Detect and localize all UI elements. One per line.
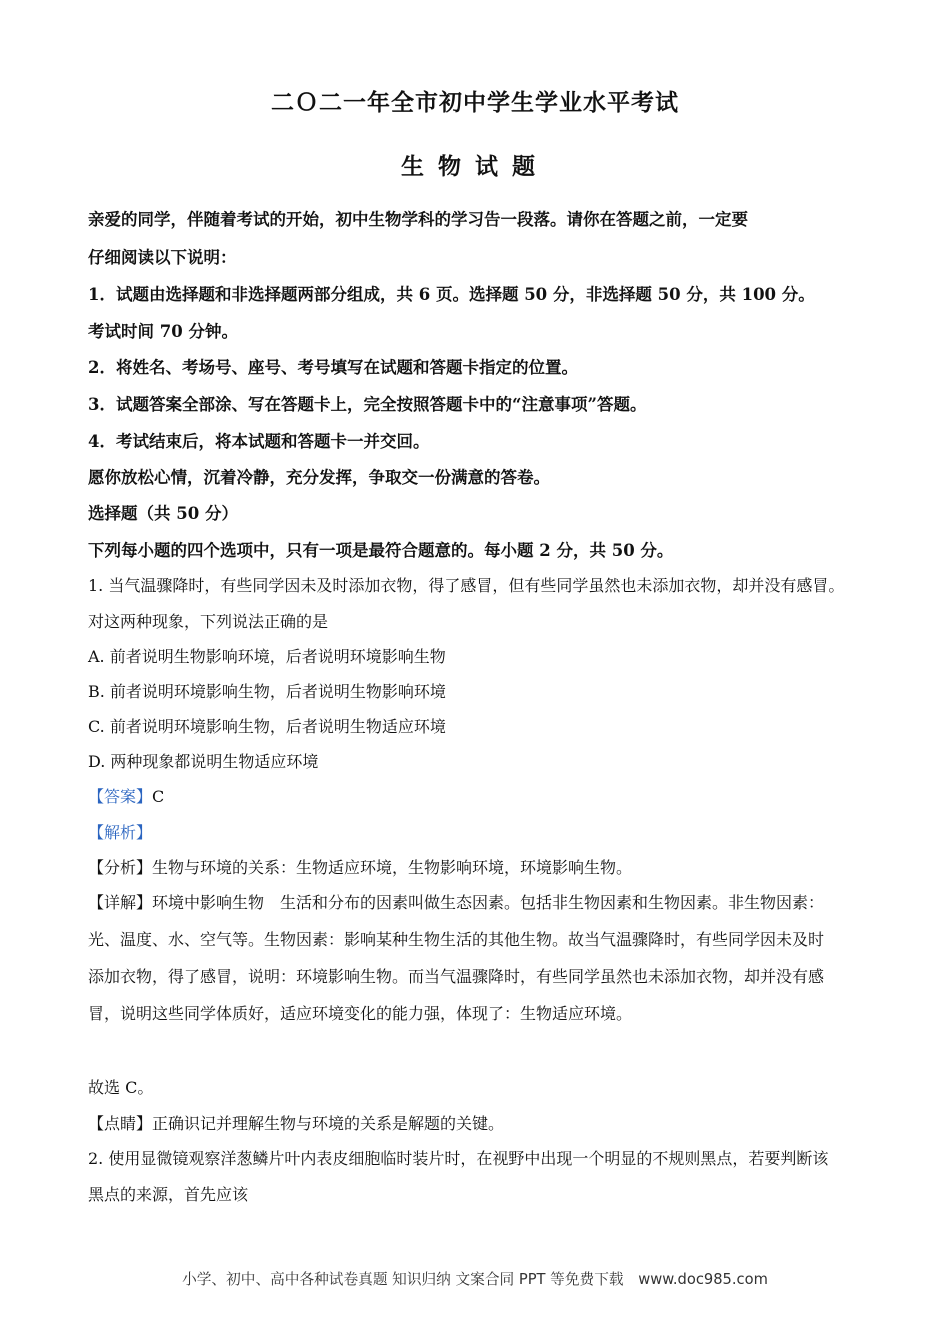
q1-option-d: D. 两种现象都说明生物适应环境 <box>88 752 319 771</box>
analysis-label: 【解析】 <box>88 823 153 842</box>
fenxi-label: 【分析】 <box>88 858 153 877</box>
q1-detail-line-2: 光、温度、水、空气等。生物因素：影响某种生物生活的其他生物。故当气温骤降时，有些同学因未及时 <box>88 930 825 949</box>
exam-title: 二Ｏ二一年全市初中学生学业水平考试 <box>271 89 679 116</box>
q2-stem-line-2: 黑点的来源，首先应该 <box>88 1185 249 1204</box>
q1-stem-line-1: 1. 当气温骤降时，有些同学因未及时添加衣物，得了感冒，但有些同学虽然也未添加衣物，却并没有感冒。 <box>88 576 845 595</box>
q1-option-c: C. 前者说明环境影响生物，后者说明生物适应环境 <box>88 717 446 736</box>
q1-answer <box>88 784 164 807</box>
answer-value: C <box>152 787 165 806</box>
wish-line: 愿你放松心情，沉着冷静，充分发挥，争取交一份满意的答卷。 <box>88 468 550 487</box>
instruction-item-4: 4．考试结束后，将本试题和答题卡一并交回。 <box>88 432 430 451</box>
dianjing-text: 正确识记并理解生物与环境的关系是解题的关键。 <box>152 1114 505 1133</box>
instruction-item-2: 2．将姓名、考场号、座号、考号填写在试题和答题卡指定的位置。 <box>88 358 578 377</box>
section-heading: 选择题（共 50 分） <box>88 504 238 523</box>
fenxi-text: 生物与环境的关系：生物适应环境，生物影响环境，环境影响生物。 <box>152 858 633 877</box>
exam-subtitle: 生物试题 <box>401 153 549 180</box>
instruction-item-3: 3．试题答案全部涂、写在答题卡上，完全按照答题卡中的“注意事项”答题。 <box>88 395 647 414</box>
detail-text-1: 环境中影响生物 生活和分布的因素叫做生态因素。包括非生物因素和生物因素。非生物因素： <box>152 893 825 912</box>
q1-analysis <box>88 820 152 843</box>
q1-stem-line-2: 对这两种现象，下列说法正确的是 <box>88 612 329 631</box>
answer-label: 【答案】 <box>88 787 153 806</box>
q1-option-a: A. 前者说明生物影响环境，后者说明环境影响生物 <box>88 647 446 666</box>
q1-fenxi <box>88 855 632 878</box>
q1-detail-line-3: 添加衣物，得了感冒，说明：环境影响生物。而当气温骤降时，有些同学虽然也未添加衣物，却并没有感 <box>88 967 825 986</box>
section-description: 下列每小题的四个选项中，只有一项是最符合题意的。每小题 2 分，共 50 分。 <box>88 541 674 560</box>
q1-detail-line-1 <box>88 890 824 913</box>
instruction-item-1: 1．试题由选择题和非选择题两部分组成，共 6 页。选择题 50 分，非选择题 50 分，共 100 分。 <box>88 285 815 304</box>
instruction-item-1-cont: 考试时间 70 分钟。 <box>88 322 238 341</box>
intro-line-2: 仔细阅读以下说明： <box>88 248 237 267</box>
footer-text: 小学、初中、高中各种试卷真题 知识归纳 文案合同 PPT 等免费下载 www.doc985.com <box>182 1271 768 1288</box>
q1-choose: 故选 C。 <box>88 1078 154 1097</box>
q1-detail-line-4: 冒，说明这些同学体质好，适应环境变化的能力强，体现了：生物适应环境。 <box>88 1004 633 1023</box>
q1-option-b: B. 前者说明环境影响生物，后者说明生物影响环境 <box>88 682 446 701</box>
dianjing-label: 【点睛】 <box>88 1114 153 1133</box>
detail-label: 【详解】 <box>88 893 153 912</box>
q2-stem-line-1: 2. 使用显微镜观察洋葱鳞片叶内表皮细胞临时装片时，在视野中出现一个明显的不规则黑点，若要判断该 <box>88 1149 829 1168</box>
q1-dianjing <box>88 1111 504 1134</box>
intro-line-1: 亲爱的同学，伴随着考试的开始，初中生物学科的学习告一段落。请你在答题之前，一定要 <box>88 210 748 229</box>
